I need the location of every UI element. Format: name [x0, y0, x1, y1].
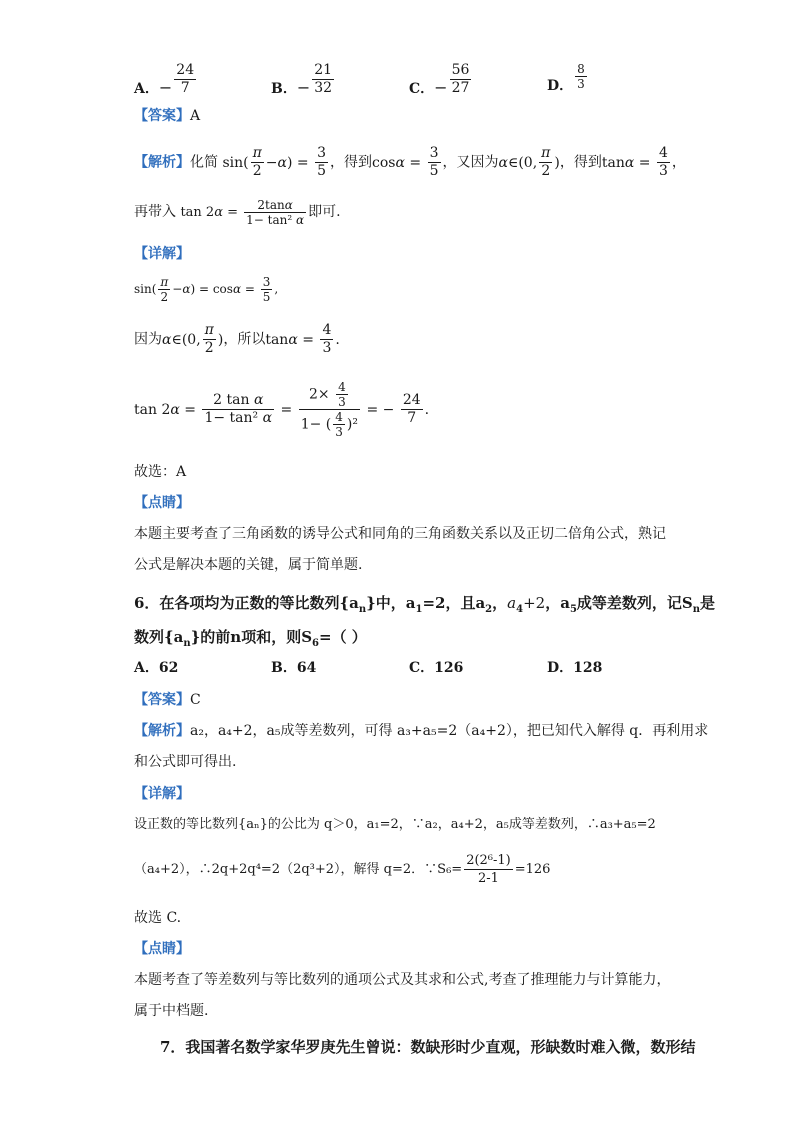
q6-stem-2: 数列$\{a_n\}$的前n项和，则$S_6=$（ ）: [134, 628, 367, 649]
answer-tag: 【答案】: [134, 692, 190, 708]
option-d-numerator: 8: [577, 62, 585, 76]
option-b-fraction: [312, 62, 334, 97]
option-a-fraction: [174, 62, 196, 97]
option-b-numerator: 21: [314, 62, 333, 78]
option-d-label: D．: [547, 77, 574, 94]
q5-answer: [134, 106, 200, 126]
option-a-sign: −: [158, 77, 173, 97]
comment-text: 公式是解决本题的关键，属于简单题.: [134, 557, 363, 573]
q6-comment-1: [134, 970, 670, 990]
q6-comment-tag: [134, 939, 190, 959]
q5-choose: [134, 462, 186, 482]
comment-tag: 【点睛】: [134, 941, 190, 957]
q6-option-a: A．62: [134, 660, 179, 676]
q6-option-b: B．64: [271, 660, 317, 676]
q6-choose: [134, 908, 181, 928]
comment-text: 本题考查了等差数列与等比数列的通项公式及其求和公式,考查了推理能力与计算能力，: [134, 972, 671, 988]
detail-text: =126: [514, 862, 551, 877]
stem-text: 是: [700, 594, 716, 612]
q6-option-d: D．128: [547, 660, 603, 676]
answer-value: C: [190, 692, 201, 708]
option-c-sign: −: [434, 77, 448, 97]
option-a-numerator: 24: [176, 62, 195, 78]
option-a-denominator: 7: [180, 80, 190, 96]
q5-analysis-line-2: [134, 198, 341, 227]
stem-text: }中，a: [366, 594, 416, 612]
analysis-text: 化简: [190, 154, 218, 171]
option-c-label: C．: [409, 80, 435, 97]
stem-text: =2，且a: [422, 594, 486, 612]
sum-denominator: 2-1: [478, 871, 499, 886]
formula-tan2a: tan 2α = $\frac{2\tan\alpha}{\text{1− tan² α}}$: [180, 198, 305, 227]
stem-text: 成等差数列，记S: [576, 594, 693, 612]
formula-interval: α∈(0, $\frac{\pi}{2}$ ): [498, 145, 560, 179]
analysis-text: 和公式即可得出.: [134, 754, 237, 770]
choose-text: 故选：A: [134, 464, 187, 480]
formula-detail-2b: tanα = $\frac{4}{3}$ .: [265, 322, 340, 356]
q6-detail-tag: [134, 784, 190, 804]
detail-tag: 【详解】: [134, 246, 190, 262]
sum-numerator: 2(2⁶-1): [466, 853, 511, 868]
comment-tag: 【点睛】: [134, 495, 190, 511]
q5-detail-tag: [134, 244, 190, 264]
option-c-numerator: 56: [451, 62, 470, 78]
option-b-denominator: 32: [314, 80, 333, 96]
formula-tan: tanα = $\frac{4}{3}$: [601, 145, 668, 179]
stem-text: 数列{a: [134, 628, 184, 646]
detail-text: 因为: [134, 331, 162, 348]
stem-text: 6．在各项均为正数的等比数列{a: [134, 594, 359, 612]
q6-analysis-1: [134, 721, 708, 741]
q6-stem-1: 6．在各项均为正数的等比数列$\{a_n\}$中，$a_1=2$，且$a_2$，$a_4+2$，$a_5$成等差数列，记$S_n$是: [134, 594, 716, 615]
q5-comment-1: [134, 524, 666, 544]
option-c-denominator: 27: [451, 80, 470, 96]
formula-sin: sin( $\frac{\pi}{2}$ −α) = $\frac{3}{5}$: [222, 145, 327, 179]
option-c: [409, 62, 473, 97]
option-b: [271, 62, 336, 97]
option-d: [547, 62, 589, 94]
q6-detail-1: [134, 815, 656, 835]
analysis-text: ，得到: [330, 154, 373, 171]
formula-detail-2a: α∈(0, $\frac{\pi}{2}$ ): [162, 322, 224, 356]
q7-stem: [160, 1037, 695, 1057]
stem-text: ，: [492, 594, 508, 612]
detail-text: 设正数的等比数列{aₙ}的公比为 q＞0，a₁=2，∵a₂，a₄+2，a₅成等差数列，∴a₃+a₅=2: [134, 817, 656, 832]
q5-detail-line-1: [134, 275, 278, 304]
analysis-text: ，得到: [559, 154, 602, 171]
q6-option-c: C．126: [409, 660, 464, 676]
stem-text: ，a: [545, 594, 570, 612]
option-d-denominator: 3: [577, 77, 585, 91]
analysis-text: 再带入: [134, 204, 176, 220]
analysis-text: 即可.: [308, 204, 341, 220]
q6-comment-2: [134, 1001, 208, 1021]
option-b-sign: −: [296, 77, 311, 97]
stem-text: =（ ）: [319, 628, 367, 646]
sum-fraction: [464, 852, 513, 887]
formula-cos: cosα = $\frac{3}{5}$: [372, 145, 439, 179]
detail-tag: 【详解】: [134, 786, 190, 802]
q6-analysis-2: [134, 752, 236, 772]
q5-comment-tag: [134, 493, 190, 513]
option-a: [134, 62, 198, 100]
answer-value: A: [190, 108, 201, 124]
q6-answer: [134, 690, 201, 710]
option-b-label: B．: [271, 80, 297, 97]
analysis-tag: 【解析】: [134, 723, 190, 739]
answer-tag: 【答案】: [134, 108, 190, 124]
analysis-text: ，: [671, 154, 686, 171]
option-a-label: A．: [134, 80, 159, 97]
formula-detail-1: sin( $\frac{\pi}{2}$ −α) = cosα = $\frac{3}{5}$ ,: [134, 275, 279, 304]
comment-text: 本题主要考查了三角函数的诱导公式和同角的三角函数关系以及正切二倍角公式，熟记: [134, 526, 666, 542]
detail-text: （a₄+2），∴2q+2q⁴=2（2q³+2），解得 q=2．∵S₆=: [134, 862, 463, 877]
stem-text: 7．我国著名数学家华罗庚先生曾说：数缺形时少直观，形缺数时难入微，数形结: [160, 1038, 696, 1056]
option-d-fraction: [575, 62, 587, 91]
stem-text: }的前n项和，则S: [190, 628, 313, 646]
q5-comment-2: [134, 555, 362, 575]
formula-detail-3: tan 2α = $\frac{\text{2 tan α}}{\text{1− tan² α}}$ = 2× $\frac{4}{3}$ 1− ( $\frac{4}{3}$ )² = − $\frac{24}{7}$ .: [134, 380, 430, 439]
analysis-text: a₂，a₄+2，a₅成等差数列，可得 a₃+a₅=2（a₄+2），把已知代入解得 q．再利用求: [190, 723, 709, 739]
option-c-fraction: [450, 62, 472, 97]
choose-text: 故选 C.: [134, 910, 182, 926]
q5-detail-line-2: [134, 322, 340, 357]
q6-detail-2: [134, 852, 550, 892]
detail-text: ，所以: [223, 331, 266, 348]
comment-text: 属于中档题.: [134, 1003, 209, 1019]
q5-detail-line-3: [134, 380, 429, 439]
analysis-text: ，又因为: [442, 154, 499, 171]
analysis-tag: 【解析】: [134, 154, 190, 171]
q5-analysis-line-1: [134, 145, 686, 187]
